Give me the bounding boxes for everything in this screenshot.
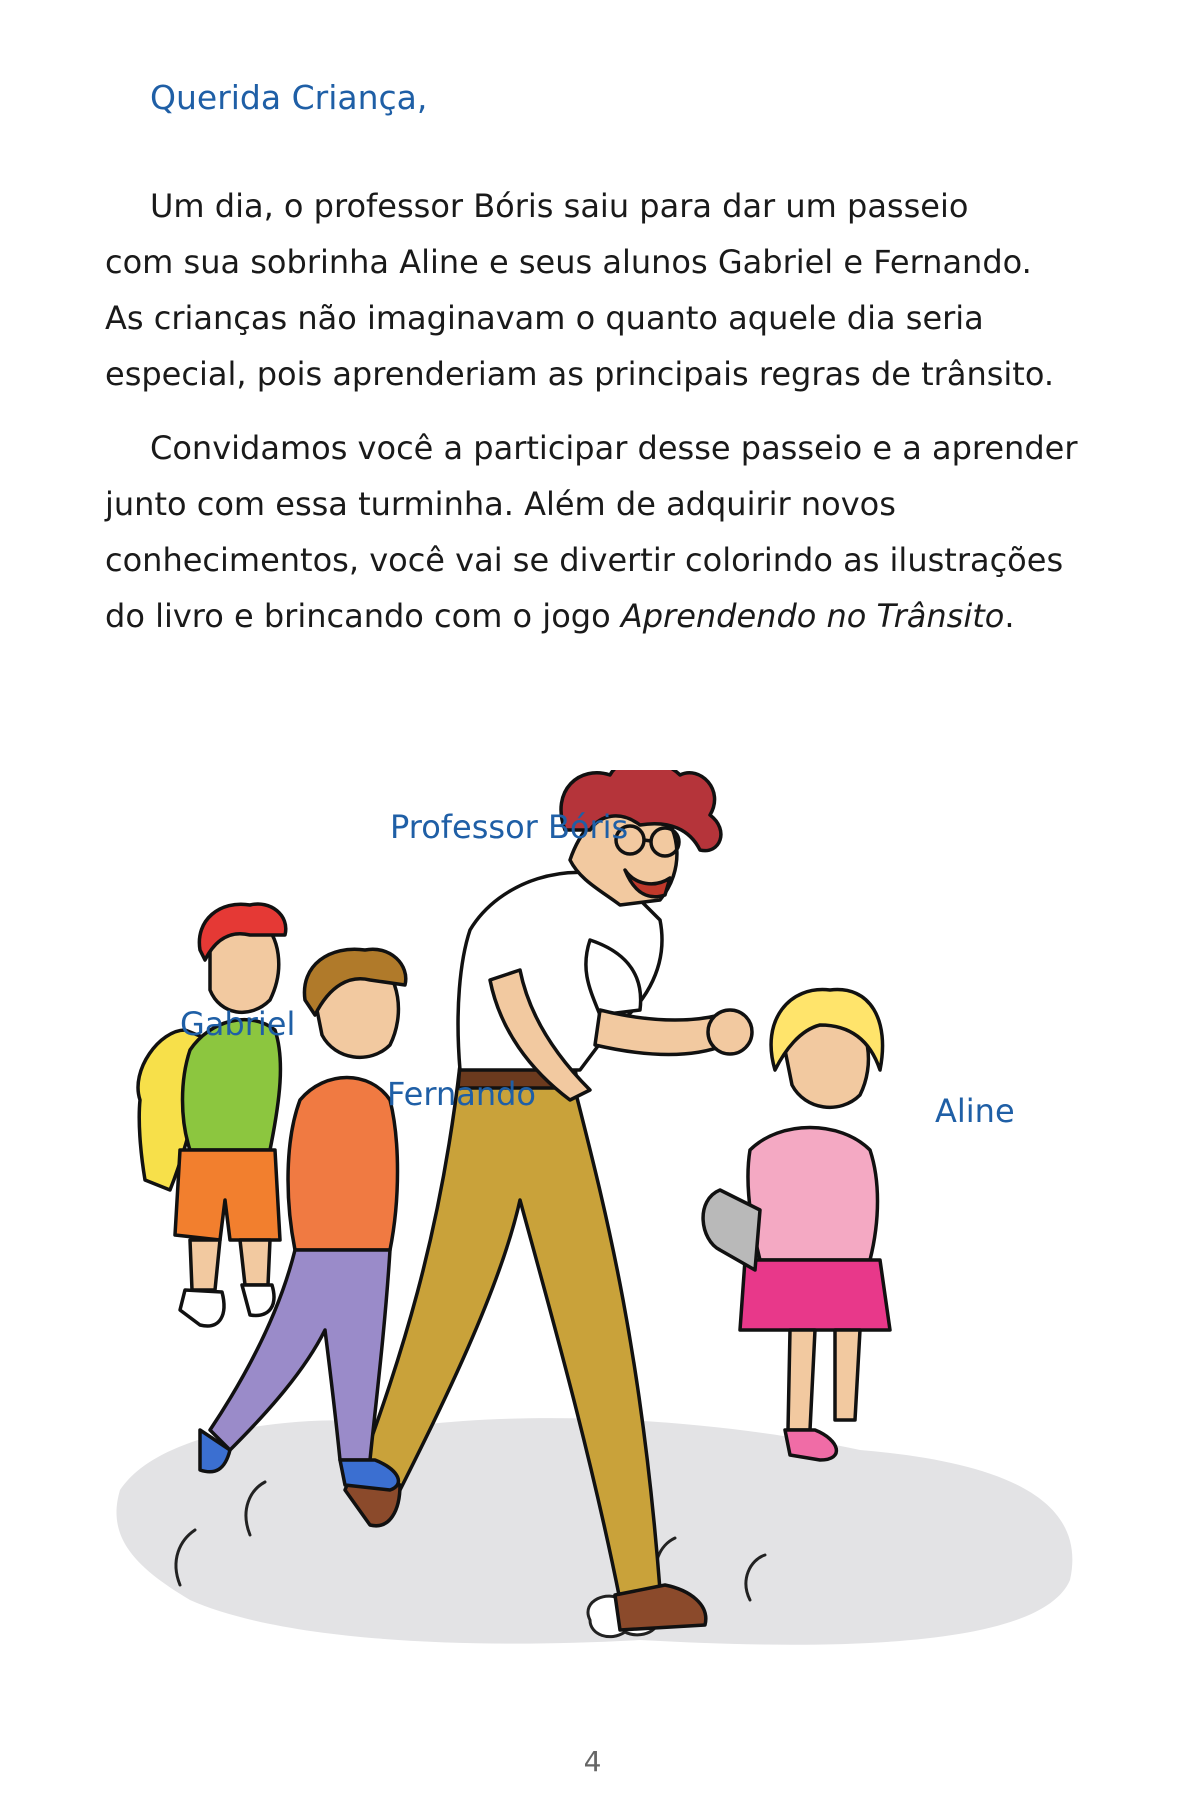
gabriel-name-label: Gabriel xyxy=(180,1005,296,1043)
paragraph-line: Convidamos você a participar desse passeio e a aprender xyxy=(150,429,1078,467)
paragraph-line: conhecimentos, você vai se divertir colorindo as ilustrações xyxy=(105,541,1064,579)
aline-name-label: Aline xyxy=(935,1092,1015,1130)
paragraph-line: especial, pois aprenderiam as principais regras de trânsito. xyxy=(105,355,1055,393)
professor-name-label: Professor Bóris xyxy=(390,808,629,846)
intro-paragraph xyxy=(105,178,1065,402)
aline-figure xyxy=(703,990,890,1460)
game-title: Aprendendo no Trânsito xyxy=(620,597,1005,635)
page-number: 4 xyxy=(583,1745,602,1778)
text-segment: . xyxy=(1004,597,1015,635)
paragraph-line: Um dia, o professor Bóris saiu para dar um passeio xyxy=(150,187,969,225)
fernando-name-label: Fernando xyxy=(387,1075,536,1113)
paragraph-line: junto com essa turminha. Além de adquirir novos xyxy=(105,485,896,523)
invitation-paragraph xyxy=(105,420,1078,644)
characters-walking-illustration xyxy=(100,770,1100,1710)
paragraph-line: com sua sobrinha Aline e seus alunos Gabriel e Fernando. xyxy=(105,243,1032,281)
text-segment: do livro e brincando com o jogo xyxy=(105,597,621,635)
gabriel-figure xyxy=(138,904,286,1326)
paragraph-line: As crianças não imaginavam o quanto aquele dia seria xyxy=(105,299,984,337)
paragraph-line xyxy=(105,588,1065,644)
greeting: Querida Criança, xyxy=(150,78,428,117)
